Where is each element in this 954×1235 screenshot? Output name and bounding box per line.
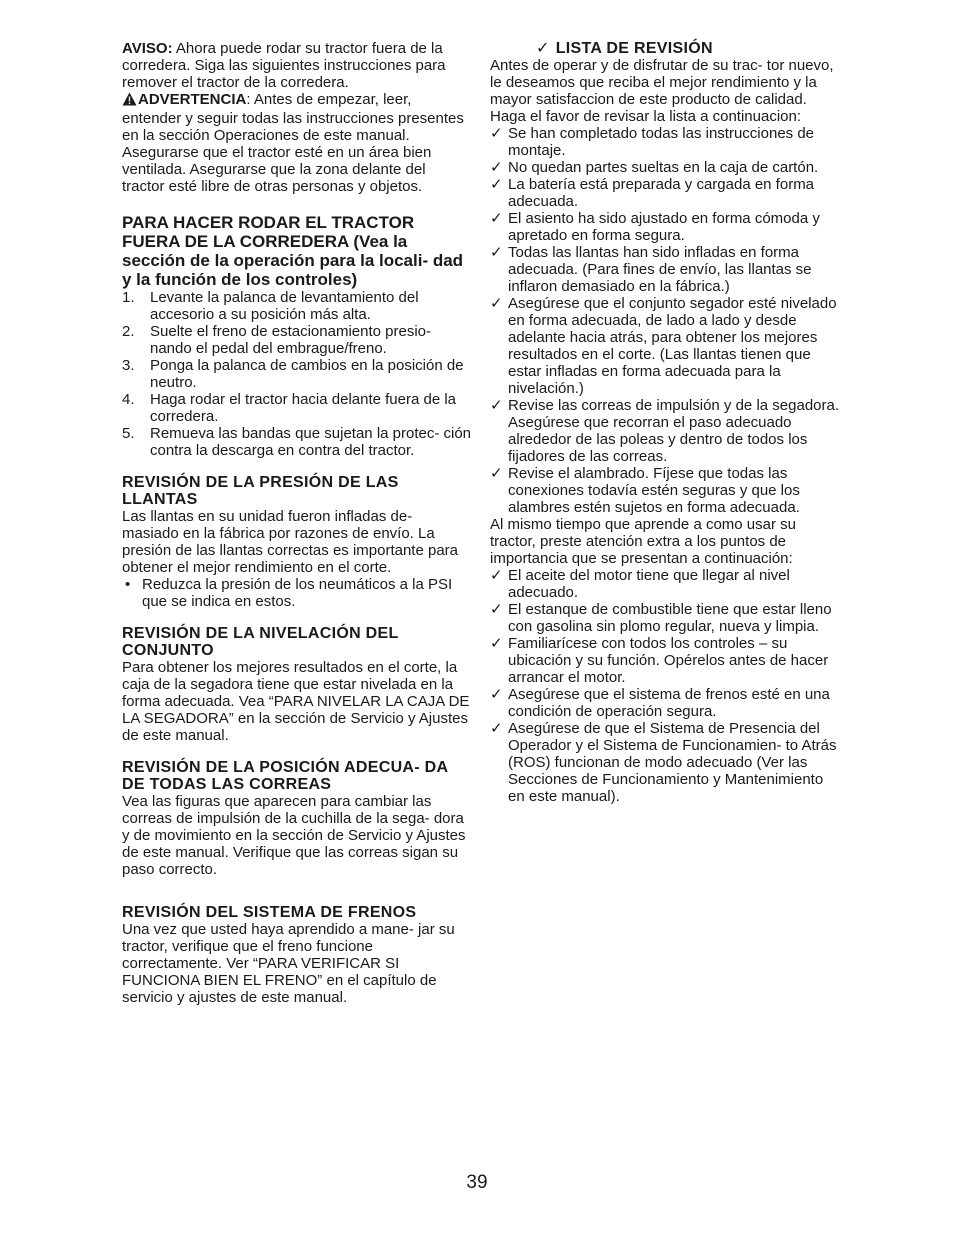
- checklist-second: [490, 567, 842, 805]
- check-icon: ✓: [490, 601, 503, 618]
- checklist-item-text: Revise el alambrado. Fíjese que todas las conexiones todavía estén seguras y que los alambres estén sujetos en forma adecuada.: [508, 465, 800, 516]
- check-icon: ✓: [490, 465, 503, 482]
- checklist-item-text: Revise las correas de impulsión y de la segadora. Asegúrese que recorran el paso adecuado alrededor de las poleas y dentro de todos los fijadores de las correas.: [508, 397, 840, 465]
- checklist-first: [490, 125, 842, 516]
- check-icon: ✓: [490, 686, 503, 703]
- correas-text: Vea las figuras que aparecen para cambiar las correas de impulsión de la cuchilla de la sega- dora y de movimiento en la sección de Servicio y Ajustes de este manual. Verifique que las correas sigan su paso correcto.: [122, 793, 466, 878]
- checklist-intro-2: Haga el favor de revisar la lista a continuacion:: [490, 108, 802, 125]
- check-icon: ✓: [490, 720, 503, 737]
- checklist-item-text: Asegúrese que el sistema de frenos esté en una condición de operación segura.: [508, 686, 830, 720]
- checklist-item-text: Asegúrese que el conjunto segador esté nivelado en forma adecuada, de lado a lado y desde adelante hacia atrás, para obtener los mejores resultados en el corte. (Las llantas tienen que estar infladas en forma adecuada para la nivelación.): [508, 295, 837, 397]
- step-number: 2.: [122, 323, 135, 340]
- advertencia-paragraph: [122, 91, 472, 195]
- check-icon: ✓: [490, 159, 503, 176]
- check-icon: ✓: [536, 40, 550, 57]
- checklist-item: [490, 397, 842, 465]
- step-number: 3.: [122, 357, 135, 374]
- advertencia-label: ADVERTENCIA: [138, 91, 247, 108]
- checklist-item-text: El asiento ha sido ajustado en forma cómoda y apretado en forma segura.: [508, 210, 820, 244]
- checklist-item: [490, 210, 842, 244]
- checklist-item: [490, 567, 842, 601]
- checklist-item: [490, 176, 842, 210]
- checklist-middle: Al mismo tiempo que aprende a como usar su tractor, preste atención extra a los puntos de importancia que se presentan a continuación:: [490, 516, 796, 567]
- checklist-item: [490, 465, 842, 516]
- list-item: [122, 357, 472, 391]
- check-icon: ✓: [490, 635, 503, 652]
- presion-heading: REVISIÓN DE LA PRESIÓN DE LAS LLANTAS: [122, 474, 399, 508]
- check-icon: ✓: [490, 397, 503, 414]
- aviso-label: AVISO:: [122, 40, 173, 57]
- step-text: Levante la palanca de levantamiento del accesorio a su posición más alta.: [150, 289, 419, 323]
- checklist-item: [490, 686, 842, 720]
- list-item: [122, 425, 472, 459]
- step-text: Remueva las bandas que sujetan la protec- ción contra la descarga en contra del tractor.: [150, 425, 472, 459]
- checklist-item-text: La batería está preparada y cargada en forma adecuada.: [508, 176, 815, 210]
- checklist-item: [490, 601, 842, 635]
- check-icon: ✓: [490, 210, 503, 227]
- step-text: Ponga la palanca de cambios en la posición de neutro.: [150, 357, 464, 391]
- correas-heading: REVISIÓN DE LA POSICIÓN ADECUA- DA DE TODAS LAS CORREAS: [122, 759, 448, 793]
- checklist-title: LISTA DE REVISIÓN: [555, 40, 713, 57]
- left-column: [122, 40, 472, 1006]
- list-item: [122, 289, 472, 323]
- frenos-text: Una vez que usted haya aprendido a mane- jar su tractor, verifique que el freno funcione correctamente. Ver “PARA VERIFICAR SI FUNCIONA BIEN EL FRENO” en el capítulo de servicio y ajustes de este manual.: [122, 921, 455, 1006]
- step-number: 5.: [122, 425, 135, 442]
- step-text: Haga rodar el tractor hacia delante fuera de la corredera.: [150, 391, 457, 425]
- page-number: 39: [466, 1172, 488, 1193]
- step-number: 4.: [122, 391, 135, 408]
- nivelacion-heading: REVISIÓN DE LA NIVELACIÓN DEL CONJUNTO: [122, 625, 399, 659]
- list-item: [122, 323, 472, 357]
- warning-triangle-icon: [122, 92, 137, 110]
- checklist-item-text: El estanque de combustible tiene que estar lleno con gasolina sin plomo regular, nueva y limpia.: [508, 601, 832, 635]
- aviso-paragraph: [122, 40, 472, 91]
- checklist-item-text: El aceite del motor tiene que llegar al nivel adecuado.: [508, 567, 790, 601]
- checklist-item-text: Se han completado todas las instrucciones de montaje.: [508, 125, 815, 159]
- step-number: 1.: [122, 289, 135, 306]
- list-item: [122, 391, 472, 425]
- check-icon: ✓: [490, 567, 503, 584]
- checklist-item: [490, 635, 842, 686]
- checklist-item-text: Asegúrese de que el Sistema de Presencia del Operador y el Sistema de Funcionamien- to Atrás (ROS) funcionan de modo adecuado (Ver las Secciones de Funcionamiento y Mantenimiento en este manual).: [508, 720, 837, 805]
- step-text: Suelte el freno de estacionamiento presio- nando el pedal del embrague/freno.: [150, 323, 432, 357]
- bullet-text: Reduzca la presión de los neumáticos a la PSI que se indica en estos.: [142, 576, 453, 610]
- checklist-item-text: Todas las llantas han sido infladas en forma adecuada. (Para fines de envío, las llantas se inflaron demasiado en la fábrica.): [508, 244, 812, 295]
- aviso-text: Ahora puede rodar su tractor fuera de la corredera. Siga las siguientes instrucciones para remover el tractor de la corredera.: [122, 40, 446, 91]
- list-item: [122, 576, 472, 610]
- check-icon: ✓: [490, 176, 503, 193]
- checklist-item-text: No quedan partes sueltas en la caja de cartón.: [508, 159, 819, 176]
- right-column: [490, 40, 842, 805]
- checklist-heading: [490, 40, 842, 57]
- checklist-item: [490, 720, 842, 805]
- checklist-item: [490, 125, 842, 159]
- checklist-item: [490, 244, 842, 295]
- presion-bullet-list: [122, 576, 472, 610]
- checklist-intro: Antes de operar y de disfrutar de su trac- tor nuevo, le deseamos que reciba el mejor rendimiento y la mayor satisfaccion de este producto de calidad.: [490, 57, 834, 108]
- rodar-steps-list: [122, 289, 472, 459]
- check-icon: ✓: [490, 125, 503, 142]
- frenos-heading: REVISIÓN DEL SISTEMA DE FRENOS: [122, 904, 417, 921]
- checklist-item: [490, 159, 842, 176]
- presion-text: Las llantas en su unidad fueron infladas de- masiado en la fábrica por razones de envío. La presión de las llantas correctas es importante para obtener el mejor rendimiento en el corte.: [122, 508, 459, 576]
- checklist-item-text: Familiarícese con todos los controles – su ubicación y su función. Opérelos antes de hacer arrancar el motor.: [508, 635, 829, 686]
- bullet-icon: •: [125, 576, 131, 593]
- check-icon: ✓: [490, 244, 503, 261]
- advertencia-text: : Antes de empezar, leer, entender y seguir todas las instrucciones presentes en la sección Operaciones de este manual. Asegurarse que el tractor esté en un área bien ventilada. Asegurarse que la zona delante del tractor esté libre de otras personas y objetos.: [122, 91, 464, 195]
- rodar-heading: PARA HACER RODAR EL TRACTOR FUERA DE LA CORREDERA (Vea la sección de la operación para la locali- dad y la función de los controles): [122, 213, 464, 289]
- checklist-item: [490, 295, 842, 397]
- nivelacion-text: Para obtener los mejores resultados en el corte, la caja de la segadora tiene que estar nivelada en la forma adecuada. Vea “PARA NIVELAR LA CAJA DE LA SEGADORA” en la sección de Servicio y Ajustes de este manual.: [122, 659, 470, 744]
- check-icon: ✓: [490, 295, 503, 312]
